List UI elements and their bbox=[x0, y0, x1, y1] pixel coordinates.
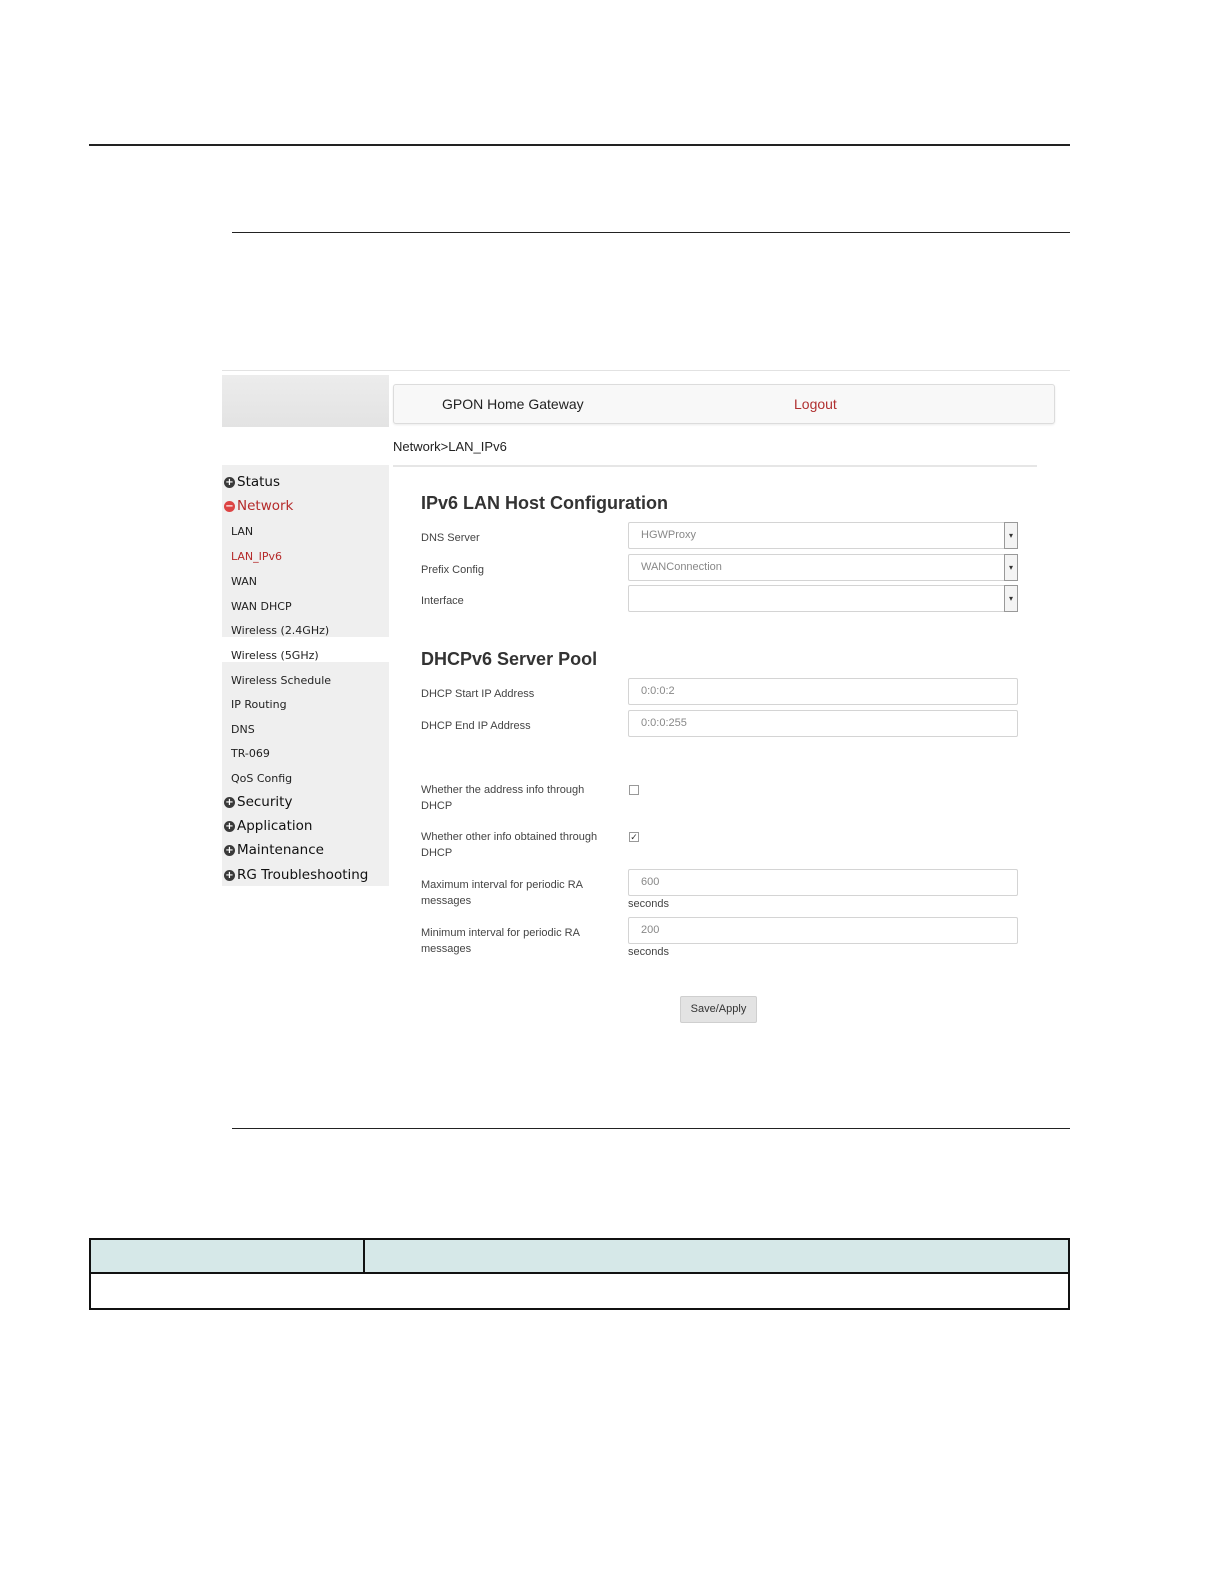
table-header-row bbox=[91, 1240, 1068, 1274]
max-ra-label bbox=[421, 877, 611, 909]
sidebar-item-ip-routing[interactable]: IP Routing bbox=[231, 698, 287, 711]
min-ra-input[interactable]: 200 bbox=[628, 917, 1018, 944]
sidebar-item-tr069[interactable]: TR-069 bbox=[231, 747, 270, 760]
sidebar-item-qos-config[interactable]: QoS Config bbox=[231, 772, 293, 785]
min-ra-label-line1: Minimum interval for periodic RA bbox=[421, 927, 580, 939]
other-info-label bbox=[421, 829, 611, 861]
sidebar-item-label: Maintenance bbox=[237, 842, 324, 858]
dhcp-end-input[interactable]: 0:0:0:255 bbox=[628, 710, 1018, 737]
sidebar-item-application[interactable] bbox=[224, 818, 312, 834]
collapse-minus-icon: − bbox=[225, 500, 234, 512]
dns-server-value: HGWProxy bbox=[641, 529, 696, 541]
chevron-down-icon: ▾ bbox=[1004, 554, 1018, 581]
address-info-label bbox=[421, 782, 611, 814]
min-ra-label bbox=[421, 925, 611, 957]
sidebar-item-wan-dhcp[interactable]: WAN DHCP bbox=[231, 600, 292, 613]
sidebar-item-dns[interactable]: DNS bbox=[231, 723, 255, 736]
expand-plus-icon: + bbox=[225, 476, 234, 488]
interface-label: Interface bbox=[421, 595, 464, 607]
gateway-screenshot bbox=[222, 370, 1070, 1070]
max-ra-input[interactable]: 600 bbox=[628, 869, 1018, 896]
prefix-config-value: WANConnection bbox=[641, 561, 722, 573]
expand-plus-icon: + bbox=[225, 844, 234, 856]
sidebar-item-wireless-schedule[interactable]: Wireless Schedule bbox=[231, 674, 332, 687]
screenshot-top-border bbox=[222, 370, 1070, 371]
section-rule-lower bbox=[232, 1128, 1070, 1129]
min-ra-label-line2: messages bbox=[421, 943, 472, 955]
ipv6-host-section-title: IPv6 LAN Host Configuration bbox=[421, 493, 668, 513]
dhcpv6-pool-section-title: DHCPv6 Server Pool bbox=[421, 649, 598, 669]
chevron-down-icon: ▾ bbox=[1004, 585, 1018, 612]
prefix-config-select[interactable] bbox=[628, 554, 1018, 581]
parameter-table bbox=[89, 1238, 1070, 1310]
sidebar-item-network[interactable] bbox=[224, 498, 293, 514]
dhcp-end-label: DHCP End IP Address bbox=[421, 720, 531, 732]
sidebar-item-label: Application bbox=[237, 818, 313, 834]
table-column-divider bbox=[363, 1240, 365, 1274]
top-header-bar bbox=[393, 384, 1055, 424]
sidebar-item-label: RG Troubleshooting bbox=[237, 867, 369, 883]
sidebar-item-rg-troubleshooting[interactable] bbox=[224, 867, 368, 883]
sidebar-item-lan[interactable]: LAN bbox=[231, 525, 254, 538]
dns-server-select[interactable] bbox=[628, 522, 1018, 549]
sidebar-item-security[interactable] bbox=[224, 794, 292, 810]
sidebar-item-wireless-5[interactable]: Wireless (5GHz) bbox=[231, 649, 319, 662]
sidebar-item-label: Status bbox=[237, 474, 281, 490]
dns-server-label: DNS Server bbox=[421, 532, 480, 544]
sidebar-item-status[interactable] bbox=[224, 474, 280, 490]
sidebar-item-lan-ipv6[interactable]: LAN_IPv6 bbox=[231, 550, 283, 563]
sidebar-item-label: Network bbox=[237, 498, 294, 514]
app-title: GPON Home Gateway bbox=[442, 396, 584, 412]
max-ra-label-line1: Maximum interval for periodic RA bbox=[421, 879, 583, 891]
sidebar-item-maintenance[interactable] bbox=[224, 842, 324, 858]
expand-plus-icon: + bbox=[225, 820, 234, 832]
dhcp-start-input[interactable]: 0:0:0:2 bbox=[628, 678, 1018, 705]
save-apply-button[interactable]: Save/Apply bbox=[680, 996, 757, 1023]
breadcrumb-divider bbox=[393, 465, 1037, 467]
prefix-config-label: Prefix Config bbox=[421, 564, 484, 576]
other-info-checkbox[interactable] bbox=[629, 832, 639, 842]
breadcrumb: Network>LAN_IPv6 bbox=[393, 439, 507, 454]
sidebar-item-label: Security bbox=[237, 794, 293, 810]
logout-link[interactable]: Logout bbox=[794, 396, 837, 412]
page-top-rule bbox=[89, 144, 1070, 146]
other-info-label-line2: DHCP bbox=[421, 847, 453, 859]
address-info-label-line1: Whether the address info through bbox=[421, 784, 585, 796]
sidebar-item-wireless-24[interactable]: Wireless (2.4GHz) bbox=[231, 624, 330, 637]
dhcp-start-label: DHCP Start IP Address bbox=[421, 688, 535, 700]
chevron-down-icon: ▾ bbox=[1004, 522, 1018, 549]
min-ra-unit: seconds bbox=[628, 946, 669, 958]
max-ra-label-line2: messages bbox=[421, 895, 472, 907]
address-info-checkbox[interactable] bbox=[629, 785, 639, 795]
address-info-label-line2: DHCP bbox=[421, 800, 453, 812]
sidebar-header-block bbox=[222, 375, 389, 427]
expand-plus-icon: + bbox=[225, 869, 234, 881]
sidebar bbox=[222, 465, 389, 886]
sidebar-item-wan[interactable]: WAN bbox=[231, 575, 258, 588]
checkmark-icon: ✓ bbox=[630, 832, 638, 842]
other-info-label-line1: Whether other info obtained through bbox=[421, 831, 598, 843]
expand-plus-icon: + bbox=[225, 796, 234, 808]
max-ra-unit: seconds bbox=[628, 898, 669, 910]
section-rule-upper bbox=[232, 232, 1070, 233]
interface-select[interactable] bbox=[628, 585, 1018, 612]
